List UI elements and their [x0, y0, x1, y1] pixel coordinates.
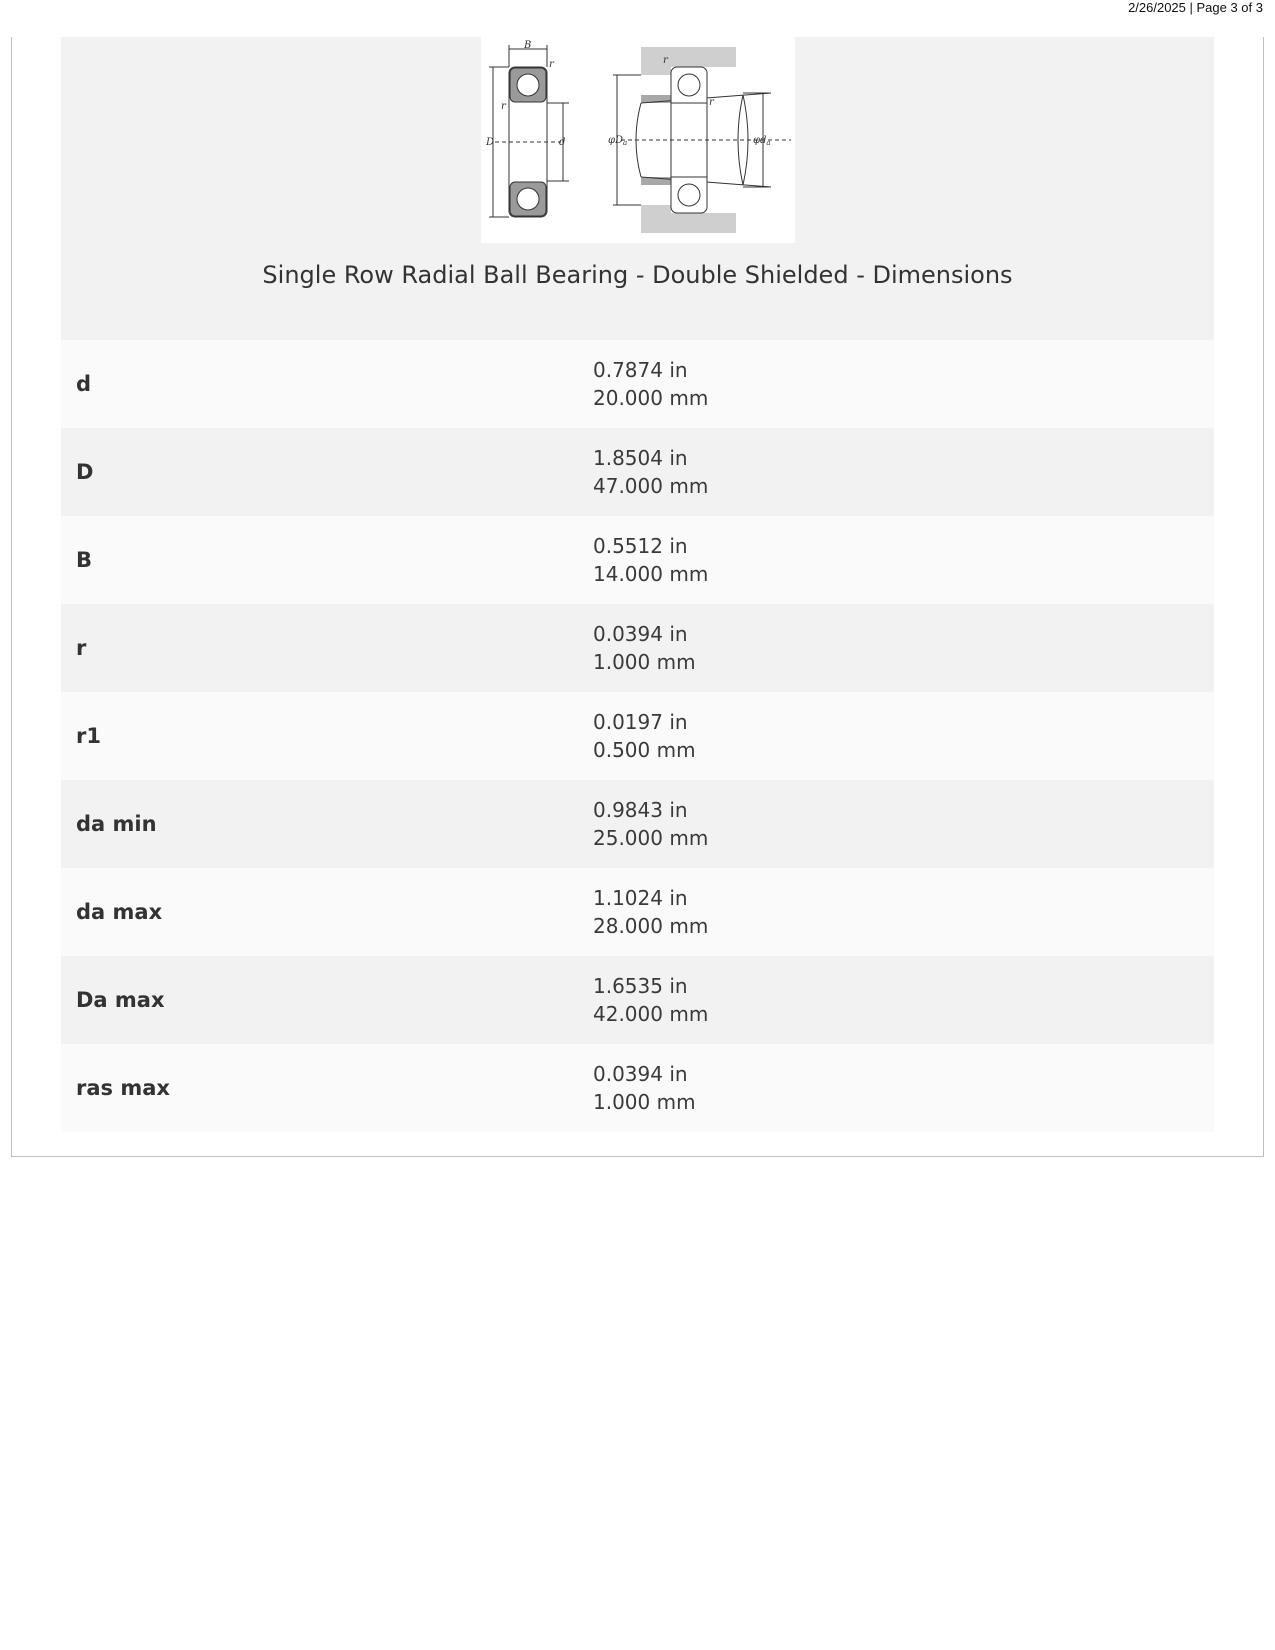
bearing-diagram: [481, 37, 795, 243]
value-mm: 42.000 mm: [593, 1002, 709, 1026]
bearing-section-left: [489, 45, 569, 217]
label-Da-sub: a: [623, 139, 628, 147]
label-r-top: r: [549, 59, 554, 70]
dimension-row-da-min: [61, 780, 1214, 868]
dimension-label: B: [76, 548, 93, 572]
label-da-main: φd: [753, 135, 767, 146]
label-da: [753, 135, 771, 147]
value-in: 1.8504 in: [593, 446, 688, 470]
dimension-row-da-max: [61, 868, 1214, 956]
dimension-label: D: [76, 460, 94, 484]
dimension-value: [593, 972, 708, 1028]
bearing-diagram-svg: [481, 37, 795, 243]
dimension-label: da min: [76, 812, 157, 836]
value-mm: 0.500 mm: [593, 738, 696, 762]
value-in: 1.1024 in: [593, 886, 688, 910]
dimension-value: [593, 620, 696, 676]
label-D: D: [486, 137, 495, 148]
dimension-label: Da max: [76, 988, 165, 1012]
value-mm: 1.000 mm: [593, 650, 696, 674]
dimension-label: da max: [76, 900, 163, 924]
label-r-left: r: [501, 101, 506, 112]
label-ra-right: r: [709, 97, 714, 108]
dimension-label: d: [76, 372, 92, 396]
dimension-value: [593, 356, 708, 412]
dimension-value: [593, 708, 696, 764]
value-in: 0.5512 in: [593, 534, 688, 558]
card-header: [61, 37, 1214, 340]
dimension-value: [593, 1060, 696, 1116]
value-in: 0.7874 in: [593, 358, 688, 382]
value-in: 0.0394 in: [593, 622, 688, 646]
value-mm: 25.000 mm: [593, 826, 709, 850]
value-mm: 47.000 mm: [593, 474, 709, 498]
dimension-value: [593, 444, 708, 500]
dimension-row-Da-max: [61, 956, 1214, 1044]
value-in: 1.6535 in: [593, 974, 688, 998]
dimension-row-d: [61, 340, 1214, 428]
dimension-label: r: [76, 636, 87, 660]
dimension-label: ras max: [76, 1076, 170, 1100]
value-in: 0.9843 in: [593, 798, 688, 822]
value-mm: 20.000 mm: [593, 386, 709, 410]
value-in: 0.0394 in: [593, 1062, 688, 1086]
dimension-row-ras-max: [61, 1044, 1214, 1132]
label-Da: [608, 135, 627, 147]
label-Da-main: φD: [608, 135, 624, 146]
value-in: 0.0197 in: [593, 710, 688, 734]
label-ra-top: r: [663, 55, 668, 66]
label-d: d: [559, 137, 566, 148]
dimensions-card: [61, 37, 1214, 1132]
label-B: B: [524, 40, 532, 51]
dimension-label: r1: [76, 724, 101, 748]
card-title: Single Row Radial Ball Bearing - Double Shielded - Dimensions: [262, 261, 1013, 289]
dimension-value: [593, 532, 708, 588]
value-mm: 28.000 mm: [593, 914, 709, 938]
value-mm: 1.000 mm: [593, 1090, 696, 1114]
page-header: 2/26/2025 | Page 3 of 3: [1128, 0, 1263, 15]
label-da-sub: a: [766, 139, 771, 147]
dimension-value: [593, 884, 708, 940]
dimension-row-B: [61, 516, 1214, 604]
dimension-row-D: [61, 428, 1214, 516]
value-mm: 14.000 mm: [593, 562, 709, 586]
dimension-value: [593, 796, 708, 852]
dimension-row-r: [61, 604, 1214, 692]
dimension-row-r1: [61, 692, 1214, 780]
